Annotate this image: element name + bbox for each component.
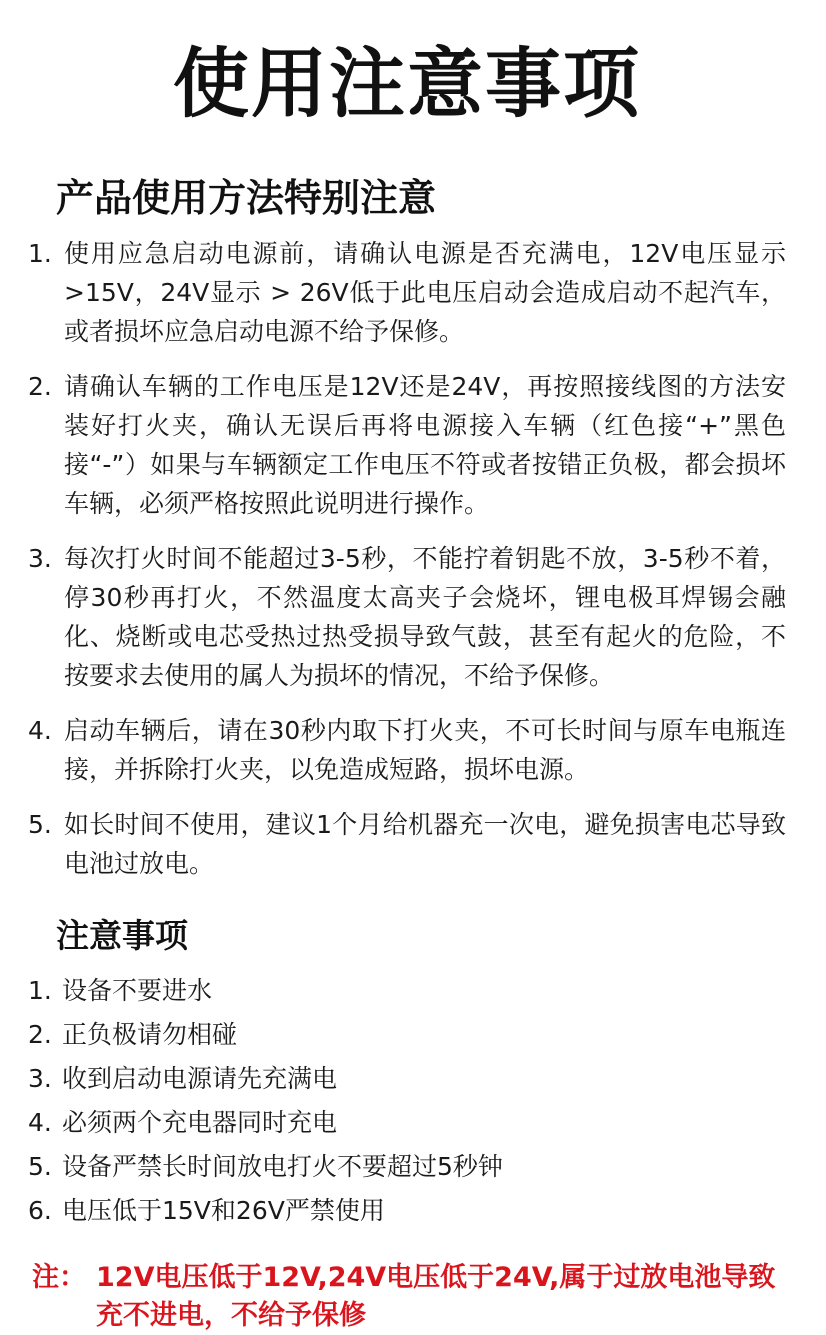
item-text: 设备不要进水 [62, 976, 213, 1005]
list-item [28, 539, 786, 695]
list-item [28, 1013, 786, 1057]
item-number: 3. [28, 1064, 52, 1093]
notes-list [28, 969, 786, 1233]
item-number: 2. [28, 1020, 52, 1049]
usage-list [28, 234, 786, 883]
item-number: 6. [28, 1196, 52, 1225]
list-item [28, 1145, 786, 1189]
item-text: 必须两个充电器同时充电 [62, 1108, 338, 1137]
item-text: 设备严禁长时间放电打火不要超过5秒钟 [62, 1152, 503, 1181]
item-text: 收到启动电源请先充满电 [62, 1064, 338, 1093]
warning-note [32, 1259, 786, 1335]
item-text: 正负极请勿相碰 [62, 1020, 238, 1049]
item-number: 2. [28, 372, 52, 401]
usage-section-heading: 产品使用方法特别注意 [56, 176, 437, 220]
item-number: 1. [28, 976, 52, 1005]
item-text: 每次打火时间不能超过3-5秒，不能拧着钥匙不放，3-5秒不着，停30秒再打火，不然温度太高夹子会烧坏，锂电极耳焊锡会融化、烧断或电芯受热过热受损导致气鼓，甚至有起火的危险，不按要求去使用的属人为损坏的情况，不给予保修。 [64, 544, 786, 690]
warning-text: 12V电压低于12V,24V电压低于24V,属于过放电池导致充不进电，不给予保修 [96, 1262, 776, 1331]
item-number: 4. [28, 1108, 52, 1137]
item-text: 电压低于15V和26V严禁使用 [62, 1196, 385, 1225]
item-number: 1. [28, 239, 52, 268]
item-number: 3. [28, 544, 52, 573]
notes-section-heading: 注意事项 [56, 916, 188, 955]
item-text: 如长时间不使用，建议1个月给机器充一次电，避免损害电芯导致电池过放电。 [64, 810, 786, 878]
list-item [28, 805, 786, 883]
item-number: 5. [28, 810, 52, 839]
item-number: 5. [28, 1152, 52, 1181]
list-item [28, 1101, 786, 1145]
list-item [28, 1057, 786, 1101]
item-text: 请确认车辆的工作电压是12V还是24V，再按照接线图的方法安装好打火夹，确认无误后再将电源接入车辆（红色接“+”黑色接“-”）如果与车辆额定工作电压不符或者按错正负极，都会损坏车辆，必须严格按照此说明进行操作。 [64, 372, 786, 518]
list-item [28, 711, 786, 789]
list-item [28, 367, 786, 523]
item-number: 4. [28, 716, 52, 745]
item-text: 使用应急启动电源前，请确认电源是否充满电，12V电压显示>15V，24V显示 > 26V低于此电压启动会造成启动不起汽车，或者损坏应急启动电源不给予保修。 [64, 239, 786, 346]
item-text: 启动车辆后，请在30秒内取下打火夹，不可长时间与原车电瓶连接，并拆除打火夹，以免造成短路，损坏电源。 [64, 716, 786, 784]
warning-label: 注： [32, 1262, 86, 1293]
list-item [28, 969, 786, 1013]
list-item [28, 1189, 786, 1233]
list-item [28, 234, 786, 351]
page-title: 使用注意事项 [173, 39, 641, 128]
